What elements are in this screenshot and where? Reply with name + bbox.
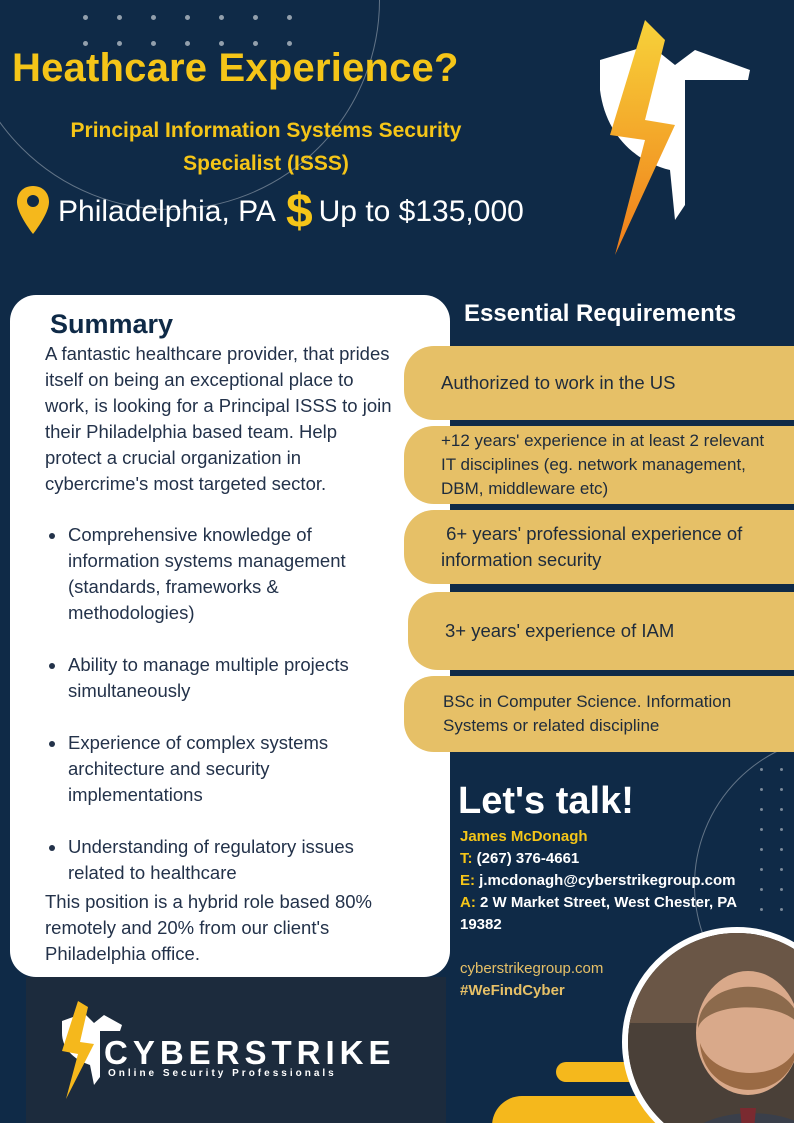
summary-card — [10, 295, 450, 977]
contact-email[interactable]: j.mcdonagh@cyberstrikegroup.com — [479, 872, 736, 889]
list-item: Comprehensive knowledge of information systems management (standards, frameworks & methodologies) — [45, 522, 405, 626]
location-salary-row — [16, 186, 524, 238]
recruiter-photo — [622, 927, 794, 1123]
requirement-text: 3+ years' experience of IAM — [445, 620, 675, 641]
website-link[interactable]: cyberstrikegroup.com — [460, 960, 604, 977]
requirement-item — [408, 592, 794, 670]
summary-footer: This position is a hybrid role based 80% remotely and 20% from our client's Philadelphia office. — [45, 891, 373, 964]
requirement-item — [404, 676, 794, 752]
contact-phone-row — [460, 848, 780, 870]
list-item: Understanding of regulatory issues related to healthcare — [45, 834, 405, 886]
phone-label: T: — [460, 850, 473, 867]
summary-intro: A fantastic healthcare provider, that prides itself on being an exceptional place to work, is looking for a Principal ISSS to join their Philadelphia based team. Help protect a crucial organization in cybercrime's most targeted sector. — [45, 343, 392, 494]
shield-bolt-logo — [590, 20, 765, 260]
summary-heading: Summary — [50, 309, 174, 339]
email-label: E: — [460, 872, 475, 889]
requirement-text: BSc in Computer Science. Information Systems or related discipline — [443, 692, 732, 735]
brand-tagline: Online Security Professionals — [108, 1068, 337, 1079]
contact-phone[interactable]: (267) 376-4661 — [476, 850, 580, 867]
requirement-item — [404, 426, 794, 504]
contact-email-row — [460, 870, 780, 892]
dollar-icon: $ — [285, 185, 313, 238]
hashtag: #WeFindCyber — [460, 982, 565, 999]
list-item: Experience of complex systems architecture and security implementations — [45, 730, 405, 808]
salary-text: Up to $135,000 — [318, 195, 524, 228]
headline: Heathcare Experience? — [12, 46, 459, 90]
contact-details — [460, 826, 780, 936]
summary-bullet-list — [45, 522, 405, 886]
brand-name: CYBERSTRIKE — [104, 1034, 396, 1071]
list-item: Ability to manage multiple projects simultaneously — [45, 652, 405, 704]
contact-address: 2 W Market Street, West Chester, PA 19382 — [460, 894, 737, 933]
location-text: Philadelphia, PA — [58, 195, 276, 228]
contact-name: James McDonagh — [460, 828, 588, 845]
requirement-text: 6+ years' professional experience of information security — [441, 523, 748, 570]
contact-heading: Let's talk! — [458, 780, 634, 822]
address-label: A: — [460, 894, 476, 911]
requirement-text: +12 years' experience in at least 2 relevant IT disciplines (eg. network management, DBM, middleware etc) — [441, 431, 765, 498]
requirements-heading: Essential Requirements — [464, 300, 737, 327]
requirement-text: Authorized to work in the US — [441, 372, 676, 393]
requirement-item — [404, 510, 794, 584]
job-title: Principal Information Systems Security Specialist (ISSS) — [70, 119, 462, 175]
requirement-item — [404, 346, 794, 420]
location-pin-icon — [16, 185, 50, 240]
